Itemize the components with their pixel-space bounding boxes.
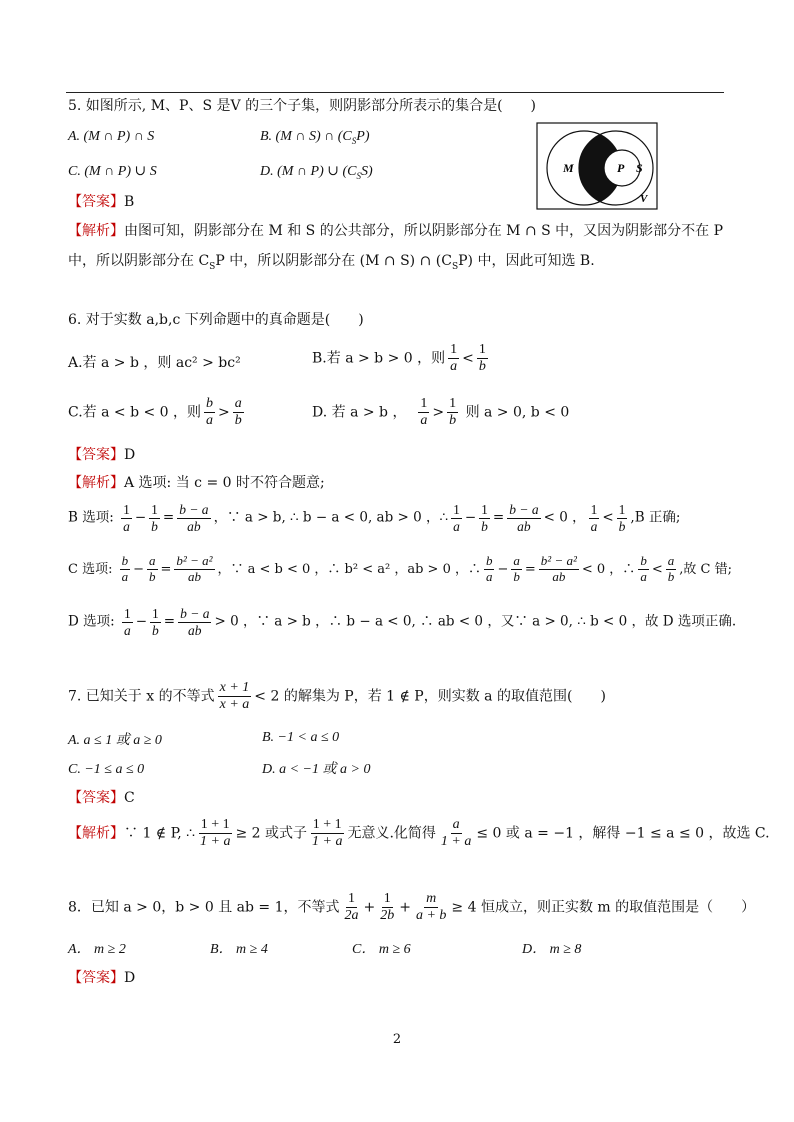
venn-label-s: S <box>636 161 643 175</box>
q5-option-d: D. (M ∩ P) ∪ $(C_SS)$ <box>260 164 373 181</box>
q5-option-b: B. (M ∩ S) ∩ $(C_SP)$ <box>260 129 370 146</box>
header-rule <box>66 92 724 93</box>
q5-option-c: C. (M ∩ P) ∪ S <box>68 164 157 179</box>
q6-answer: 【答案】D <box>68 447 136 463</box>
q6-option-a: A.若 a > b ，则 ac² > bc² <box>68 355 241 371</box>
q6-option-b: B.若 a > b > 0 ，则 $\frac{1}{a}$ < $\frac{1}{b}$ <box>312 342 486 375</box>
q8-option-b: B． m ≥ 4 <box>210 942 268 957</box>
q7-option-c: C. −1 ≤ a ≤ 0 <box>68 762 145 777</box>
q7-option-d: D. a < −1 或 a > 0 <box>262 762 371 777</box>
q5-answer: 【答案】B <box>68 194 135 210</box>
venn-label-v: V <box>640 193 648 205</box>
q8-answer: 【答案】D <box>68 970 136 986</box>
q5-option-a: A. (M ∩ P) ∩ S <box>68 129 155 144</box>
q7-answer: 【答案】C <box>68 790 135 806</box>
q7-analysis: 【解析】∵ 1 ∉ P, ∴ $\frac{1 + 1}{1 + a}$ ≥ 2 或式子 $\frac{1 + 1}{1 + a}$ 无意义.化简得 $\frac{a}{1 + a}$ ≤ 0 或 a = −1 ，解得 −1 ≤ a ≤ 0 ，故选 C. <box>68 817 770 850</box>
venn-label-m: M <box>563 161 574 175</box>
q5-stem: 5. 如图所示, M、P、S 是V 的三个子集，则阴影部分所表示的集合是( ) <box>68 98 536 114</box>
q8-option-c: C． m ≥ 6 <box>352 942 411 957</box>
q6-option-d: D. 若 a > b ， $\frac{1}{a}$ > $\frac{1}{b}$ 则 a > 0, b < 0 <box>312 396 570 429</box>
q7-option-b: B. −1 < a ≤ 0 <box>262 730 340 745</box>
q7-option-a: A. a ≤ 1 或 a ≥ 0 <box>68 733 162 748</box>
q8-option-a: A． m ≥ 2 <box>68 942 126 957</box>
q6-analysis-d: D 选项: $\frac{1}{a}$ − $\frac{1}{b}$ = $\frac{b - a}{ab}$ > 0 ，∵ a > b ，∴ b − a < 0, ∴ ab < 0 ，又∵ a > 0, ∴ b < 0 ，故 D 选项正确. <box>68 606 737 638</box>
venn-diagram <box>536 122 658 210</box>
q6-option-c: C.若 a < b < 0 ，则 $\frac{b}{a}$ > $\frac{a}{b}$ <box>68 396 242 429</box>
q6-stem: 6. 对于实数 a,b,c 下列命题中的真命题是( ) <box>68 312 364 328</box>
q5-analysis-line2: 中，所以阴影部分在 $C_SP$ 中，所以阴影部分在 (M ∩ S) ∩ $(C_SP)$ 中，因此可知选 B. <box>68 253 595 272</box>
page-number: 2 <box>392 1032 402 1047</box>
venn-label-p: P <box>617 161 625 175</box>
q7-stem: 7. 已知关于 x 的不等式 $\frac{x + 1}{x + a}$ < 2 的解集为 P，若 1 ∉ P，则实数 a 的取值范围( ) <box>68 680 606 713</box>
q8-option-d: D． m ≥ 8 <box>522 942 582 957</box>
q5-analysis-line1: 【解析】由图可知，阴影部分在 M 和 S 的公共部分，所以阴影部分在 M ∩ S 中，又因为阴影部分不在 P <box>68 223 724 239</box>
q6-analysis-a: 【解析】A 选项: 当 c = 0 时不符合题意; <box>68 475 325 491</box>
q6-analysis-c: C 选项: $\frac{b}{a}$ − $\frac{a}{b}$ = $\frac{\text{b² − a²}}{ab}$ ，∵ a < b < 0 ，∴ b² < a² ，ab > 0 ，∴ $\frac{b}{a}$ − $\frac{a}{b}$ = $\frac{\text{b² − a²}}{ab}$ < 0 ，∴ $\frac{b}{a}$ < $\frac{a}{b}$ ,故 C 错; <box>68 553 732 584</box>
q8-stem: 8．已知 a > 0，b > 0 且 ab = 1，不等式 $\frac{1}{2a}$ + $\frac{1}{2b}$ + $\frac{m}{a + b}$ ≥ 4 恒成立，则正实数 m 的取值范围是（ ） <box>68 891 756 924</box>
q6-analysis-b: B 选项: $\frac{1}{a}$ − $\frac{1}{b}$ = $\frac{b - a}{ab}$ ，∵ a > b, ∴ b − a < 0, ab > 0 ，∴ $\frac{1}{a}$ − $\frac{1}{b}$ = $\frac{b - a}{ab}$ < 0 ， $\frac{1}{a}$ < $\frac{1}{b}$ ,B 正确; <box>68 502 681 534</box>
